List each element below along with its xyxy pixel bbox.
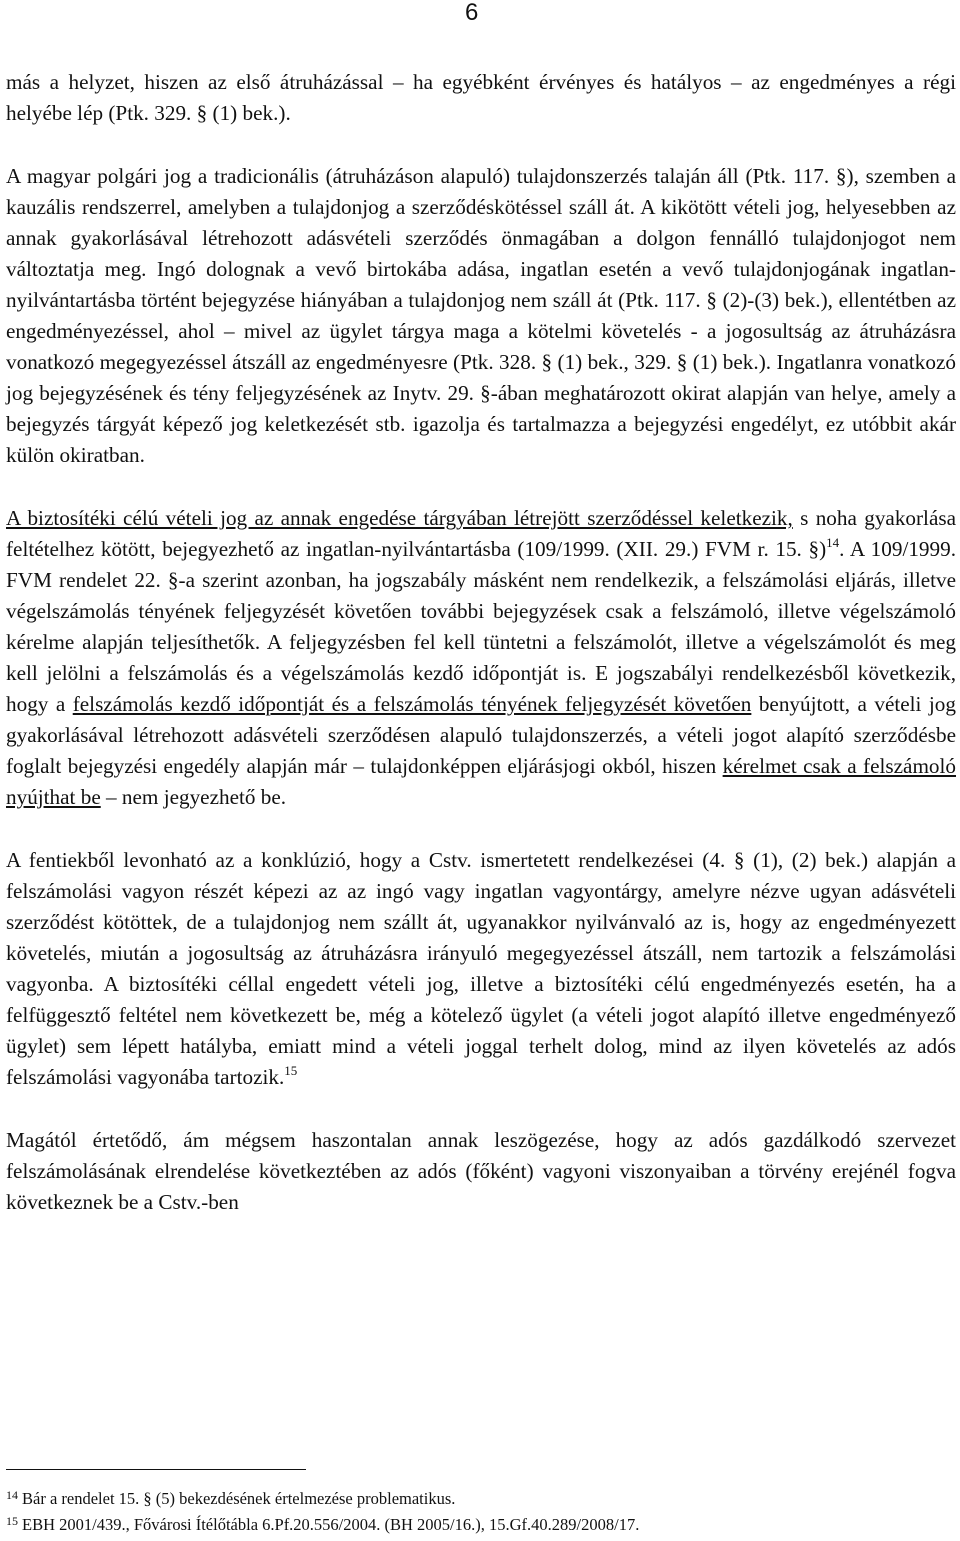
paragraph-text: A fentiekből levonható az a konklúzió, hogy a Cstv. ismertetett rendelkezései (4. § (1), (2) bek.) alapján a felszámolási vagyon részét képezi az az ingó vagy ingatlan vagyontárgy, amelyre nézve ugyan adásvételi szerződést kötöttek, de a tulajdonjog nem szállt át, ugyanakkor nyilvánvaló az is, hogy az engedményezett követelés, miután a jogosultság az átruházásra irányuló megegyezéssel átszáll, nem tartozik a felszámolási vagyonba. A biztosítéki céllal engedett vételi jog, illetve a biztosítéki célú engedményezés esetén, ha a felfüggesztő feltétel nem következett be, még a kötelező ügylet (a vételi jogot alapító illetve engedményező ügylet) sem lépett hatályba, emiatt mind a vételi joggal terhelt dolog, mind az ilyen követelés az adós felszámolási vagyonába tartozik. (6, 848, 956, 1089)
footnote-text: Bár a rendelet 15. § (5) bekezdésének értelmezése problematikus. (22, 1489, 456, 1508)
paragraph-spacer (6, 813, 956, 845)
footnote-14 (6, 1484, 956, 1510)
paragraph-spacer (6, 1093, 956, 1125)
footnotes (6, 1469, 956, 1536)
paragraph-spacer (6, 129, 956, 161)
underlined-phrase: kérelmet csak a felszámoló nyújthat be (6, 754, 956, 809)
paragraph-5: Magától értetődő, ám mégsem haszontalan annak leszögezése, hogy az adós gazdálkodó szervezet felszámolásának elrendelése következtében az adós (főként) vagyoni viszonyaiban a törvény erejénél fogva következnek be a Cstv.-ben (6, 1128, 956, 1214)
paragraph-4 (6, 845, 956, 1093)
footnote-reference: 14 (826, 535, 840, 550)
underlined-phrase: A biztosítéki célú vételi jog az annak engedése tárgyában létrejött szerződéssel keletkezik, (6, 506, 793, 530)
footnote-reference: 15 (284, 1063, 298, 1078)
page-body (6, 67, 956, 1218)
footnote-text: EBH 2001/439., Fővárosi Ítélőtábla 6.Pf.20.556/2004. (BH 2005/16.), 15.Gf.40.289/2008/17. (22, 1515, 640, 1534)
paragraph-1: más a helyzet, hiszen az első átruházással – ha egyébként érvényes és hatályos – az engedményes a régi helyébe lép (Ptk. 329. § (1) bek.). (6, 70, 956, 125)
paragraph-2: A magyar polgári jog a tradicionális (átruházáson alapuló) tulajdonszerzés talaján áll (Ptk. 117. §), szemben a kauzális rendszerrel, amelyben a tulajdonjog a szerződéskötéssel száll át. A kikötött vételi jog, helyesebben az annak gyakorlásával létrehozott adásvételi szerződés önmagában a dolgon fennálló tulajdonjogot nem változtatja meg. Ingó dolognak a vevő birtokába adása, ingatlan esetén a vevő tulajdonjogának ingatlan-nyilvántartásba történt bejegyzése hiányában a tulajdonjog nem száll át (Ptk. 117. § (2)-(3) bek.), ellentétben az engedményezéssel, ahol – mivel az ügylet tárgya maga a kötelmi követelés - a jogosultság az átruházásra vonatkozó megegyezéssel átszáll az engedményesre (Ptk. 328. § (1) bek., 329. § (1) bek.). Ingatlanra vonatkozó jog bejegyzésének és tény feljegyzésének az Inytv. 29. §-ában meghatározott okirat alapján van helye, amely a bejegyzés tárgyát képező jog keletkezését stb. igazolja és tartalmazza a bejegyzési engedélyt, ez utóbbit akár külön okiratban. (6, 164, 956, 467)
paragraph-text: benyújtott, a vételi jog gyakorlásával létrehozott adásvételi szerződésen alapuló tulajdonszerzés, a vételi jogot alapító szerződésbe foglalt bejegyzési engedély alapján már – tulajdonképpen eljárásjogi okból, hiszen (6, 692, 956, 778)
paragraph-spacer (6, 471, 956, 503)
footnote-15 (6, 1510, 956, 1536)
footnote-mark: 14 (6, 1488, 18, 1502)
paragraph-text: s noha gyakorlása feltételhez kötött, bejegyezhető az ingatlan-nyilvántartásba (109/1999. (XII. 29.) FVM r. 15. §) (6, 506, 956, 561)
paragraph-3 (6, 503, 956, 813)
page-number: 6 (465, 0, 479, 26)
footnote-mark: 15 (6, 1514, 18, 1528)
paragraph-text: . A 109/1999. FVM rendelet 22. §-a szerint azonban, ha jogszabály másként nem rendelkezik, a felszámolási eljárás, illetve végelszámolás tényének feljegyzését követően további bejegyzések csak a felszámoló, illetve végelszámoló kérelme alapján teljesíthetők. A feljegyzésben fel kell tüntetni a felszámolót, illetve a végelszámolót és meg kell jelölni a felszámolás és a végelszámolás kezdő időpontját is. E jogszabályi rendelkezésből következik, hogy a (6, 537, 956, 716)
footnote-divider (6, 1469, 306, 1470)
paragraph-text: – nem jegyezhető be. (100, 785, 287, 809)
underlined-phrase: felszámolás kezdő időpontját és a felszámolás tényének feljegyzését követően (72, 692, 752, 716)
